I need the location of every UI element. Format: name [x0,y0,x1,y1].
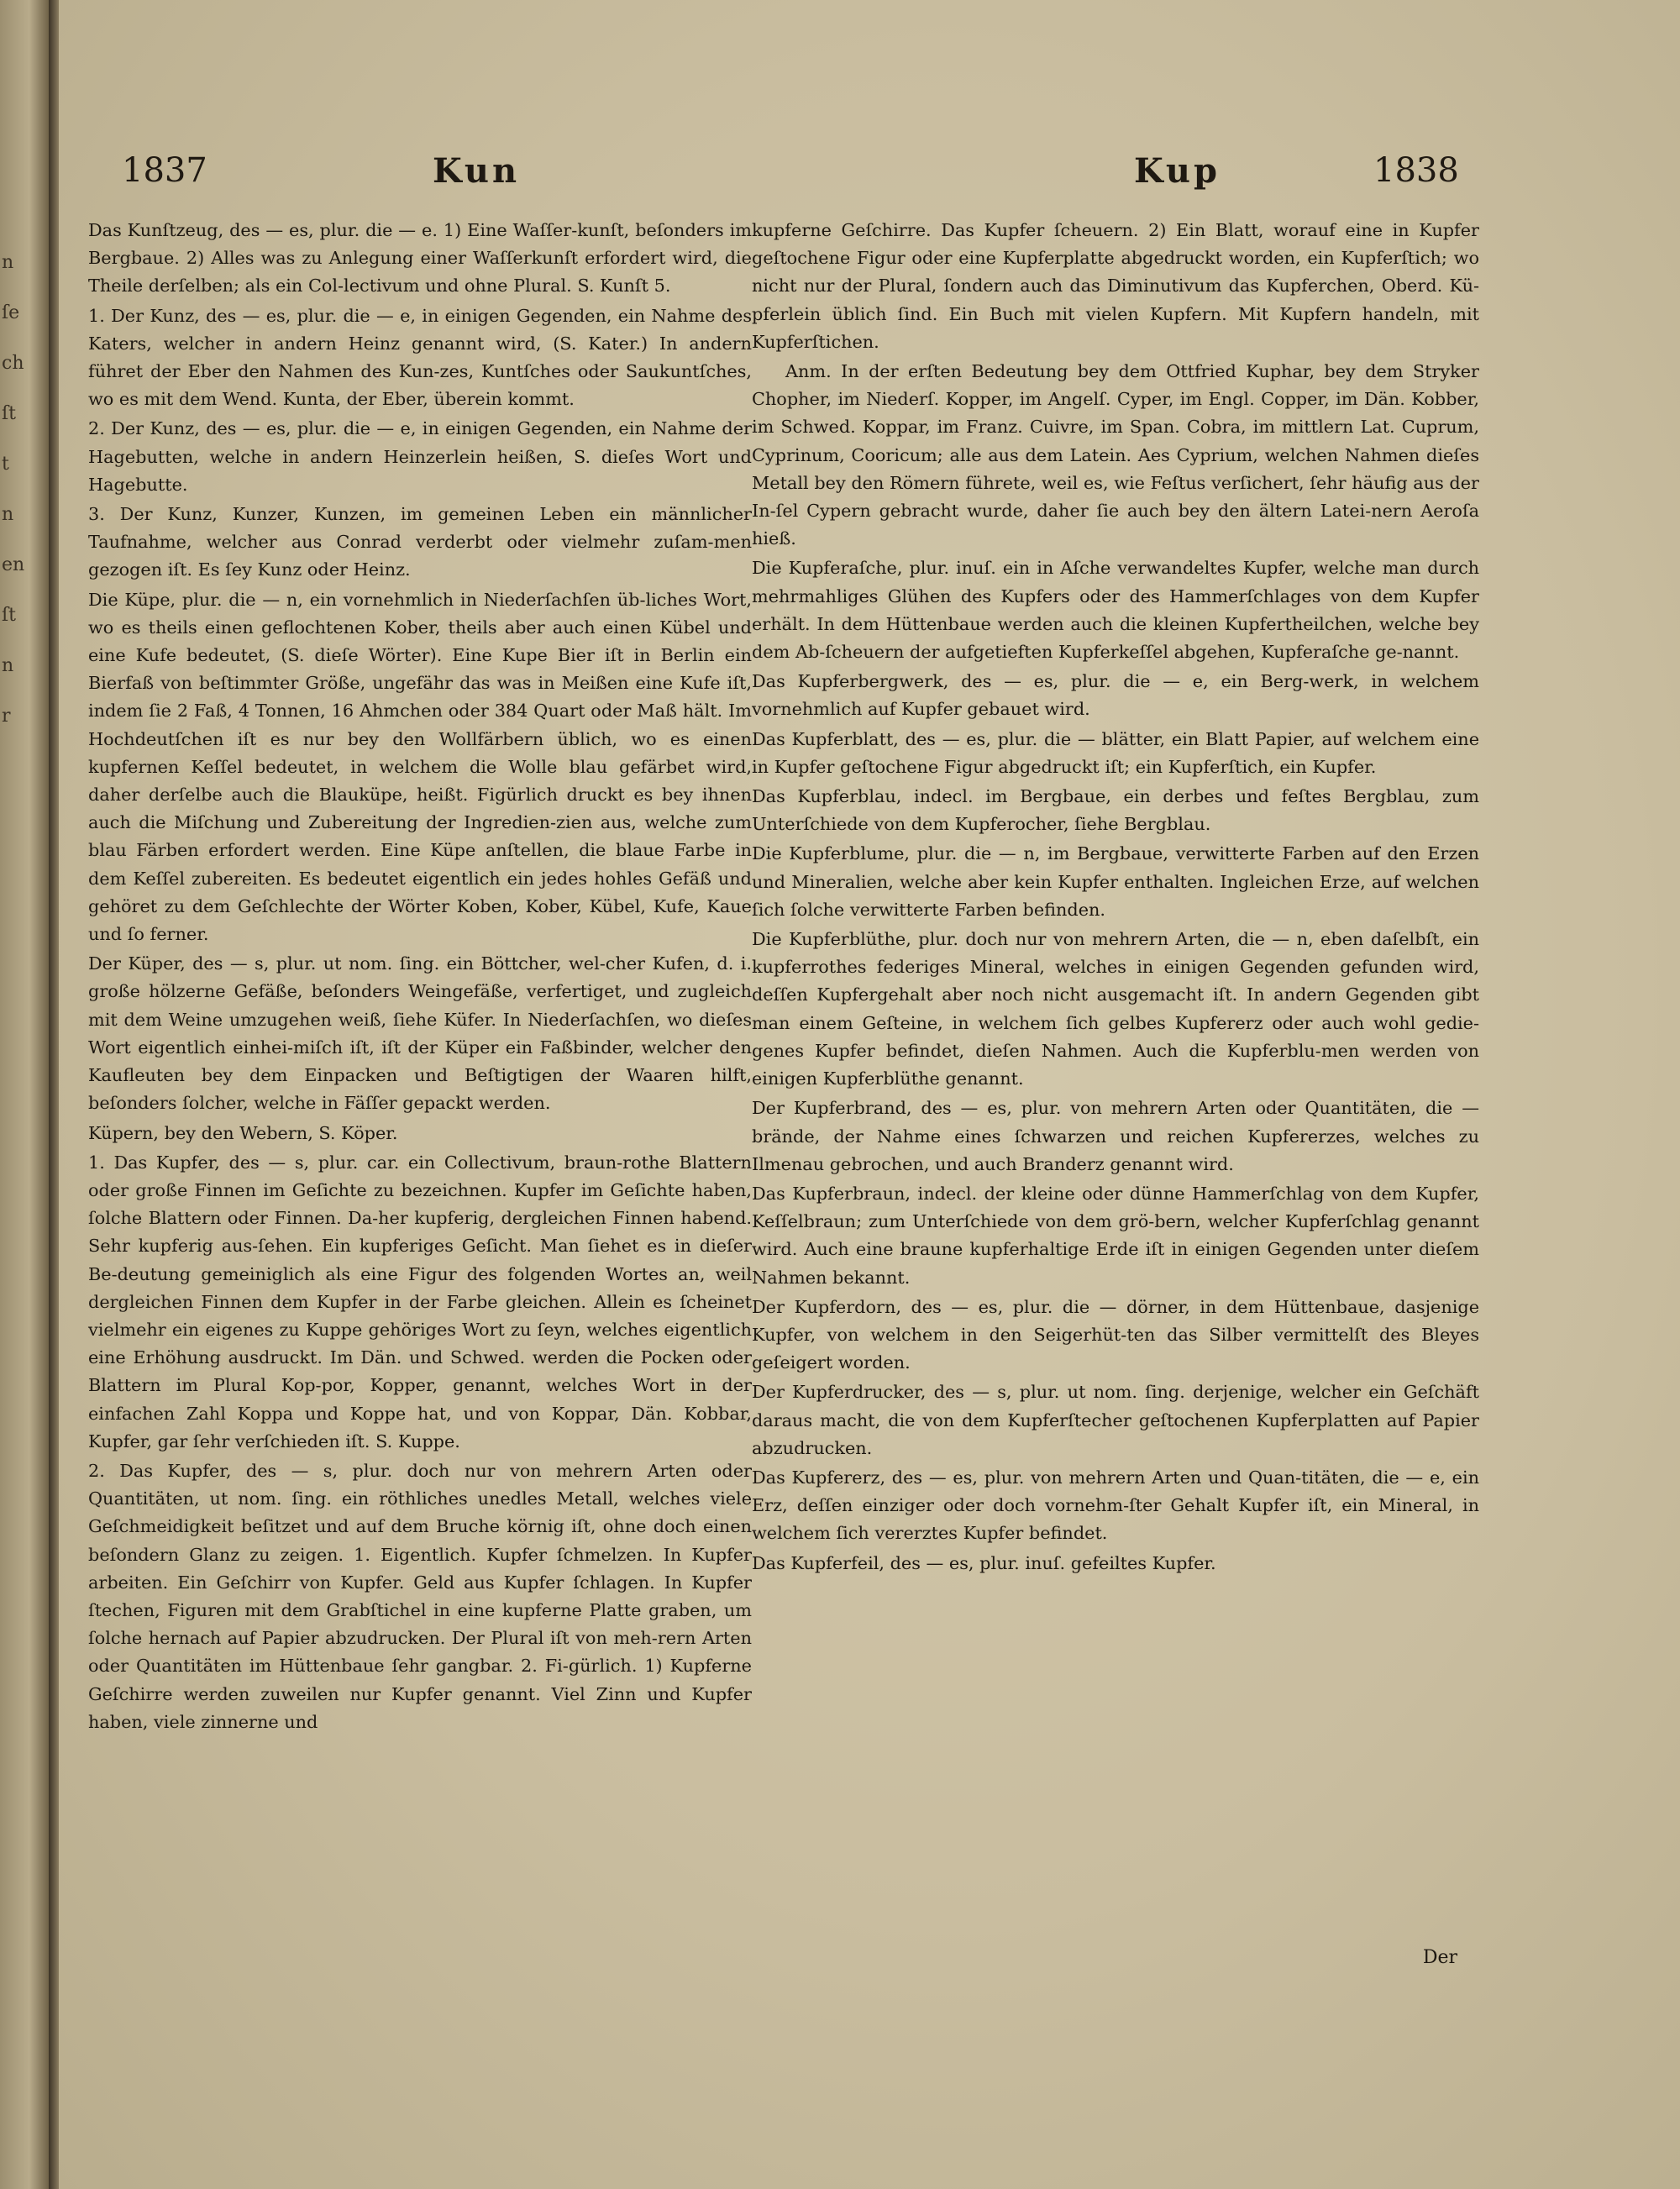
right-column [752,217,1479,1579]
entry-text: Anm. In der erſten Bedeutung bey dem Ottfried Kuphar, bey dem Stryker Chopher, im Niederſ. Kopper, im Angelſ. Cyper, im Engl. Copper, im Dän. Kobber, im Schwed. Koppar, im Franz. Cuivre, im Span. Cobra, im mittlern Lat. Cuprum, Cyprinum, Cooricum; alle aus dem Latein. Aes Cyprium, welchen Nahmen dieſes Metall bey den Römern führete, weil es, wie Feſtus verſichert, ſehr häufig aus der In-ſel Cypern gebracht wurde, daher ſie auch bey den ältern Latei-nern Aeroſa hieß. [752,361,1479,549]
entry-text: 2. Das Kupfer, des — s, plur. doch nur von mehrern Arten oder Quantitäten, ut nom. ſing. ein röthliches unedles Metall, welches viele Geſchmeidigkeit beſitzet und auf dem Bruche körnig iſt, ohne doch einen beſondern Glanz zu zeigen. 1. Eigentlich. Kupfer ſchmelzen. In Kupfer arbeiten. Ein Geſchirr von Kupfer. Geld aus Kupfer ſchlagen. In Kupfer ſtechen, Figuren mit dem Grabſtichel in eine kupferne Platte graben, um ſolche hernach auf Papier abzudrucken. Der Plural iſt von meh-rern Arten oder Quantitäten im Hüttenbaue ſehr gangbar. 2. Fi-gürlich. 1) Kupferne Geſchirre werden zuweilen nur Kupfer genannt. Viel Zinn und Kupfer haben, viele zinnerne und [88,1460,752,1732]
entry-text: Das Kupferbraun, indecl. der kleine oder dünne Hammerſchlag von dem Kupfer, Keſſelbraun; zum Unterſchiede von dem grö-bern, welcher Kupferſchlag genannt wird. Auch eine braune kupferhaltige Erde iſt in einigen Gegenden unter dieſem Nahmen bekannt. [752,1183,1479,1288]
annotation-paragraph [752,358,1479,553]
previous-page-text-fragment: ſe [2,302,20,323]
dictionary-entry [752,554,1479,666]
previous-page-edge [0,0,49,2189]
entry-text: Küpern, bey den Webern, S. Köper. [88,1122,398,1143]
dictionary-entry [88,1457,752,1736]
dictionary-entry [88,415,752,499]
entry-text: 2. Der Kunz, des — es, plur. die — e, in einigen Gegenden, ein Nahme der Hagebutten, welche in andern Heinzerlein heißen, S. dieſes Wort und Hagebutte. [88,418,752,495]
page-number-left: 1837 [122,151,207,190]
entry-text: Die Küpe, plur. die — n, ein vornehmlich in Niederſachſen üb-liches Wort, wo es theils einen geflochtenen Kober, theils aber auch einen Kübel und eine Kufe bedeutet, (S. dieſe Wörter). Eine Kupe Bier iſt in Berlin ein Bierfaß von beſtimmter Größe, ungefähr das was in Meißen eine Kufe iſt, indem ſie 2 Faß, 4 Tonnen, 16 Ahmchen oder 384 Quart oder Maß hält. Im Hochdeutſchen iſt es nur bey den Wollfärbern üblich, wo es einen kupfernen Keſſel bedeutet, in welchem die Wolle blau gefärbet wird, daher derſelbe auch die Blauküpe, heißt. Figürlich druckt es bey ihnen auch die Miſchung und Zubereitung der Ingredien-zien aus, welche zum blau Färben erfordert werden. Eine Küpe anſtellen, die blaue Farbe in dem Keſſel zubereiten. Es bedeutet eigentlich ein jedes hohles Gefäß und gehöret zu dem Geſchlechte der Wörter Koben, Kober, Kübel, Kufe, Kaue und ſo ferner. [88,589,752,945]
previous-page-text-fragment: t [2,454,9,475]
entry-text: Das Kupferfeil, des — es, plur. inuſ. gefeiltes Kupfer. [752,1552,1216,1573]
headword-guide-right: Kup [1134,151,1221,191]
entry-text: Der Kupferdorn, des — es, plur. die — dörner, in dem Hüttenbaue, dasjenige Kupfer, von welchem in den Seigerhüt-ten das Silber vermittelſt des Bleyes geſeigert worden. [752,1296,1479,1373]
dictionary-entry [88,217,752,301]
entry-text: 1. Der Kunz, des — es, plur. die — e, in einigen Gegenden, ein Nahme des Katers, welcher in andern Heinz genannt wird, (S. Kater.) In andern führet der Eber den Nahmen des Kun-zes, Kuntſches oder Saukuntſches, wo es mit dem Wend. Kunta, der Eber, überein kommt. [88,305,752,410]
previous-page-text-fragment: r [2,706,11,727]
dictionary-entry [88,1149,752,1456]
entry-text: Der Kupferdrucker, des — s, plur. ut nom. ſing. derjenige, welcher ein Geſchäft daraus macht, die von dem Kupferſtecher geſtochenen Kupferplatten auf Papier abzudrucken. [752,1382,1479,1458]
dictionary-entry [752,726,1479,781]
entry-text: Die Kupferaſche, plur. inuſ. ein in Aſche verwandeltes Kupfer, welche man durch mehrmahliges Glühen des Kupfers oder des Hammerſchlages von dem Kupfer erhält. In dem Hüttenbaue werden auch die kleinen Kupfertheilchen, welche bey dem Ab-ſcheuern der aufgetieften Kupferkeſſel abgehen, Kupferaſche ge-nannt. [752,558,1479,663]
previous-page-text-fragment: n [2,504,14,525]
entry-text: Das Kupferbergwerk, des — es, plur. die — e, ein Berg-werk, in welchem vornehmlich auf Kupfer gebauet wird. [752,671,1479,720]
dictionary-entry [752,1294,1479,1378]
previous-page-text-fragment: en [2,554,25,575]
dictionary-entry [752,217,1479,356]
dictionary-entry [88,1120,752,1147]
entry-text: Der Kupferbrand, des — es, plur. von mehrern Arten oder Quantitäten, die — brände, der Nahme eines ſchwarzen und reichen Kupfererzes, welches zu Ilmenau gebrochen, und auch Branderz genannt wird. [752,1098,1479,1174]
dictionary-page [59,0,1680,2189]
entry-text: 3. Der Kunz, Kunzer, Kunzen, im gemeinen Leben ein männlicher Taufnahme, welcher aus Conrad verderbt oder vielmehr zuſam-men gezogen iſt. Es ſey Kunz oder Heinz. [88,504,752,580]
dictionary-entry [752,1378,1479,1462]
dictionary-entry [88,302,752,414]
entry-text: Die Kupferblume, plur. die — n, im Bergbaue, verwitterte Farben auf den Erzen und Mineralien, welche aber kein Kupfer enthalten. Ingleichen Erze, auf welchen ſich ſolche verwitterte Farben befinden. [752,843,1479,920]
dictionary-entry [752,1094,1479,1178]
book-gutter [49,0,59,2189]
page-number-right: 1838 [1373,151,1459,190]
previous-page-text-fragment: ch [2,353,24,374]
dictionary-entry [752,926,1479,1093]
catchword: Der [1422,1947,1457,1968]
dictionary-entry [752,668,1479,723]
running-head [122,151,1466,202]
entry-text: Der Küper, des — s, plur. ut nom. ſing. ein Böttcher, wel-cher Kufen, d. i. große hölzerne Gefäße, beſonders Weingefäße, verfertiget, und zugleich mit dem Weine umzugehen weiß, ſiehe Küfer. In Niederſachſen, wo dieſes Wort eigentlich einhei-miſch iſt, iſt der Küper ein Faßbinder, welcher den Kaufleuten bey dem Einpacken und Beſtigtigen der Waaren hilft, beſonders ſolcher, welche in Fäſſer gepackt werden. [88,953,752,1114]
dictionary-entry [752,1464,1479,1548]
dictionary-entry [88,950,752,1117]
entry-text: kupferne Geſchirre. Das Kupfer ſcheuern. 2) Ein Blatt, worauf eine in Kupfer geſtochene Figur oder eine Kupferplatte abgedruckt worden, ein Kupferſtich; wo nicht nur der Plural, ſondern auch das Diminutivum das Kupferchen, Oberd. Kü-pferlein üblich ſind. Ein Buch mit vielen Kupfern. Mit Kupfern handeln, mit Kupferſtichen. [752,220,1479,352]
dictionary-entry [752,840,1479,924]
entry-text: 1. Das Kupfer, des — s, plur. car. ein Collectivum, braun-rothe Blattern oder große Finnen im Geſichte zu bezeichnen. Kupfer im Geſichte haben, ſolche Blattern oder Finnen. Da-her kupferig, dergleichen Finnen habend. Sehr kupferig aus-ſehen. Ein kupferiges Geſicht. Man ſiehet es in dieſer Be-deutung gemeiniglich als eine Figur des folgenden Wortes an, weil dergleichen Finnen dem Kupfer in der Farbe gleichen. Allein es ſcheinet vielmehr ein eigenes zu Kuppe gehöriges Wort zu ſeyn, welches eigentlich eine Erhöhung ausdruckt. Im Dän. und Schwed. werden die Pocken oder Blattern im Plural Kop-por, Kopper, genannt, welches Wort in der einfachen Zahl Koppa und Koppe hat, und von Koppar, Dän. Kobbar, Kupfer, gar ſehr verſchieden iſt. S. Kuppe. [88,1152,752,1451]
entry-text: Das Kunſtzeug, des — es, plur. die — e. 1) Eine Waſſer-kunſt, beſonders im Bergbaue. 2) Alles was zu Anlegung einer Waſſerkunſt erfordert wird, die Theile derſelben; als ein Col-lectivum und ohne Plural. S. Kunſt 5. [88,220,752,297]
dictionary-entry [88,586,752,949]
previous-page-text-fragment: n [2,252,14,273]
entry-text: Die Kupferblüthe, plur. doch nur von mehrern Arten, die — n, eben daſelbſt, ein kupferrothes federiges Mineral, welches in einigen Gegenden gefunden wird, deſſen Kupfergehalt aber noch nicht ausgemacht iſt. In andern Gegenden gibt man einem Geſteine, in welchem ſich gelbes Kupfererz oder auch wohl gedie-genes Kupfer befindet, dieſen Nahmen. Auch die Kupferblu-men werden von einigen Kupferblüthe genannt. [752,929,1479,1089]
left-column [88,217,752,1738]
headword-guide-left: Kun [433,151,521,191]
previous-page-text-fragment: ſt [2,403,16,424]
dictionary-entry [752,1180,1479,1292]
entry-text: Das Kupferblatt, des — es, plur. die — blätter, ein Blatt Papier, auf welchem eine in Kupfer geſtochene Figur abgedruckt iſt; ein Kupferſtich, ein Kupfer. [752,728,1479,777]
entry-text: Das Kupferblau, indecl. im Bergbaue, ein derbes und feſtes Bergblau, zum Unterſchiede von dem Kupferocher, ſiehe Bergblau. [752,786,1479,835]
dictionary-entry [752,1550,1479,1577]
previous-page-text-fragment: n [2,655,14,676]
entry-text: Das Kupfererz, des — es, plur. von mehrern Arten und Quan-titäten, die — e, ein Erz, deſſen einziger oder doch vornehm-ſter Gehalt Kupfer iſt, ein Mineral, in welchem ſich vererztes Kupfer befindet. [752,1467,1479,1544]
dictionary-entry [752,783,1479,838]
previous-page-text-fragment: ſt [2,605,16,626]
dictionary-entry [88,501,752,585]
